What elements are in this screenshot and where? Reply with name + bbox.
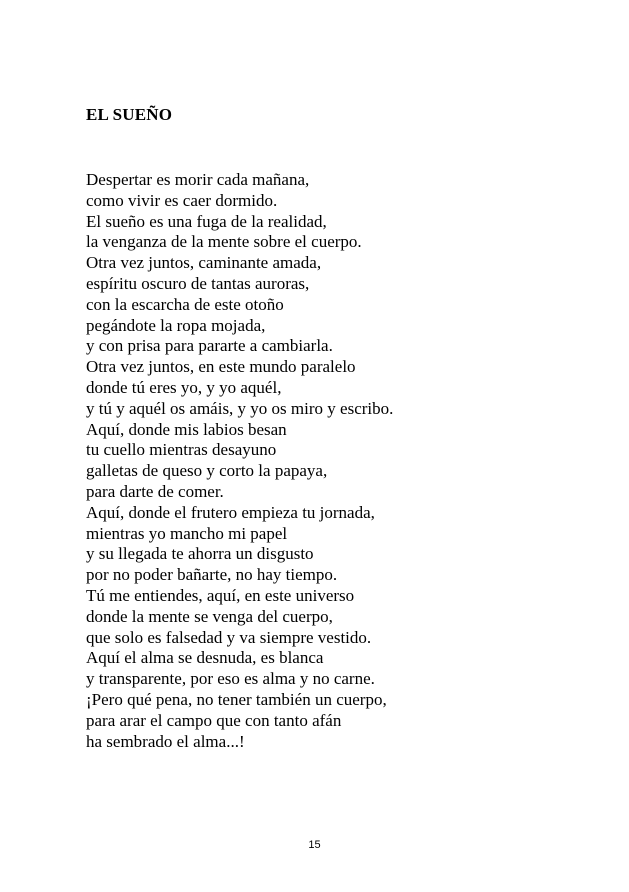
poem-body [86,170,393,752]
poem-line: la venganza de la mente sobre el cuerpo. [86,232,362,252]
poem-line: y tú y aquél os amáis, y yo os miro y escribo. [86,398,394,418]
poem-line: y su llegada te ahorra un disgusto [86,544,314,564]
poem-line: donde tú eres yo, y yo aquél, [86,377,282,397]
poem-line: El sueño es una fuga de la realidad, [86,211,327,231]
poem-line: ha sembrado el alma...! [86,731,245,751]
poem-line: como vivir es caer dormido. [86,190,278,210]
poem-line: ¡Pero qué pena, no tener también un cuerpo, [86,689,387,709]
poem-line: por no poder bañarte, no hay tiempo. [86,565,338,585]
poem-line: Aquí, donde el frutero empieza tu jornada, [86,502,375,522]
poem-line: y transparente, por eso es alma y no carne. [86,669,375,689]
poem-line: para arar el campo que con tanto afán [86,710,342,730]
poem-line: espíritu oscuro de tantas auroras, [86,273,310,293]
poem-line: Otra vez juntos, en este mundo paralelo [86,357,356,377]
poem-line: Aquí el alma se desnuda, es blanca [86,648,324,668]
poem-line: con la escarcha de este otoño [86,294,284,314]
page-number: 15 [308,839,321,851]
poem-line: Despertar es morir cada mañana, [86,170,310,189]
poem-line: Aquí, donde mis labios besan [86,419,287,439]
poem-line: mientras yo mancho mi papel [86,523,288,543]
poem-line: Tú me entiendes, aquí, en este universo [86,585,355,605]
poem-line: que solo es falsedad y va siempre vestido. [86,627,372,647]
poem-line: donde la mente se venga del cuerpo, [86,606,333,626]
poem-title: EL SUEÑO [86,105,173,124]
poem-line: galletas de queso y corto la papaya, [86,461,328,481]
poem-line: y con prisa para pararte a cambiarla. [86,336,333,356]
poem-line: tu cuello mientras desayuno [86,440,277,460]
poem-line: Otra vez juntos, caminante amada, [86,253,322,273]
poem-line: para darte de comer. [86,481,224,501]
poem-line: pegándote la ropa mojada, [86,315,266,335]
